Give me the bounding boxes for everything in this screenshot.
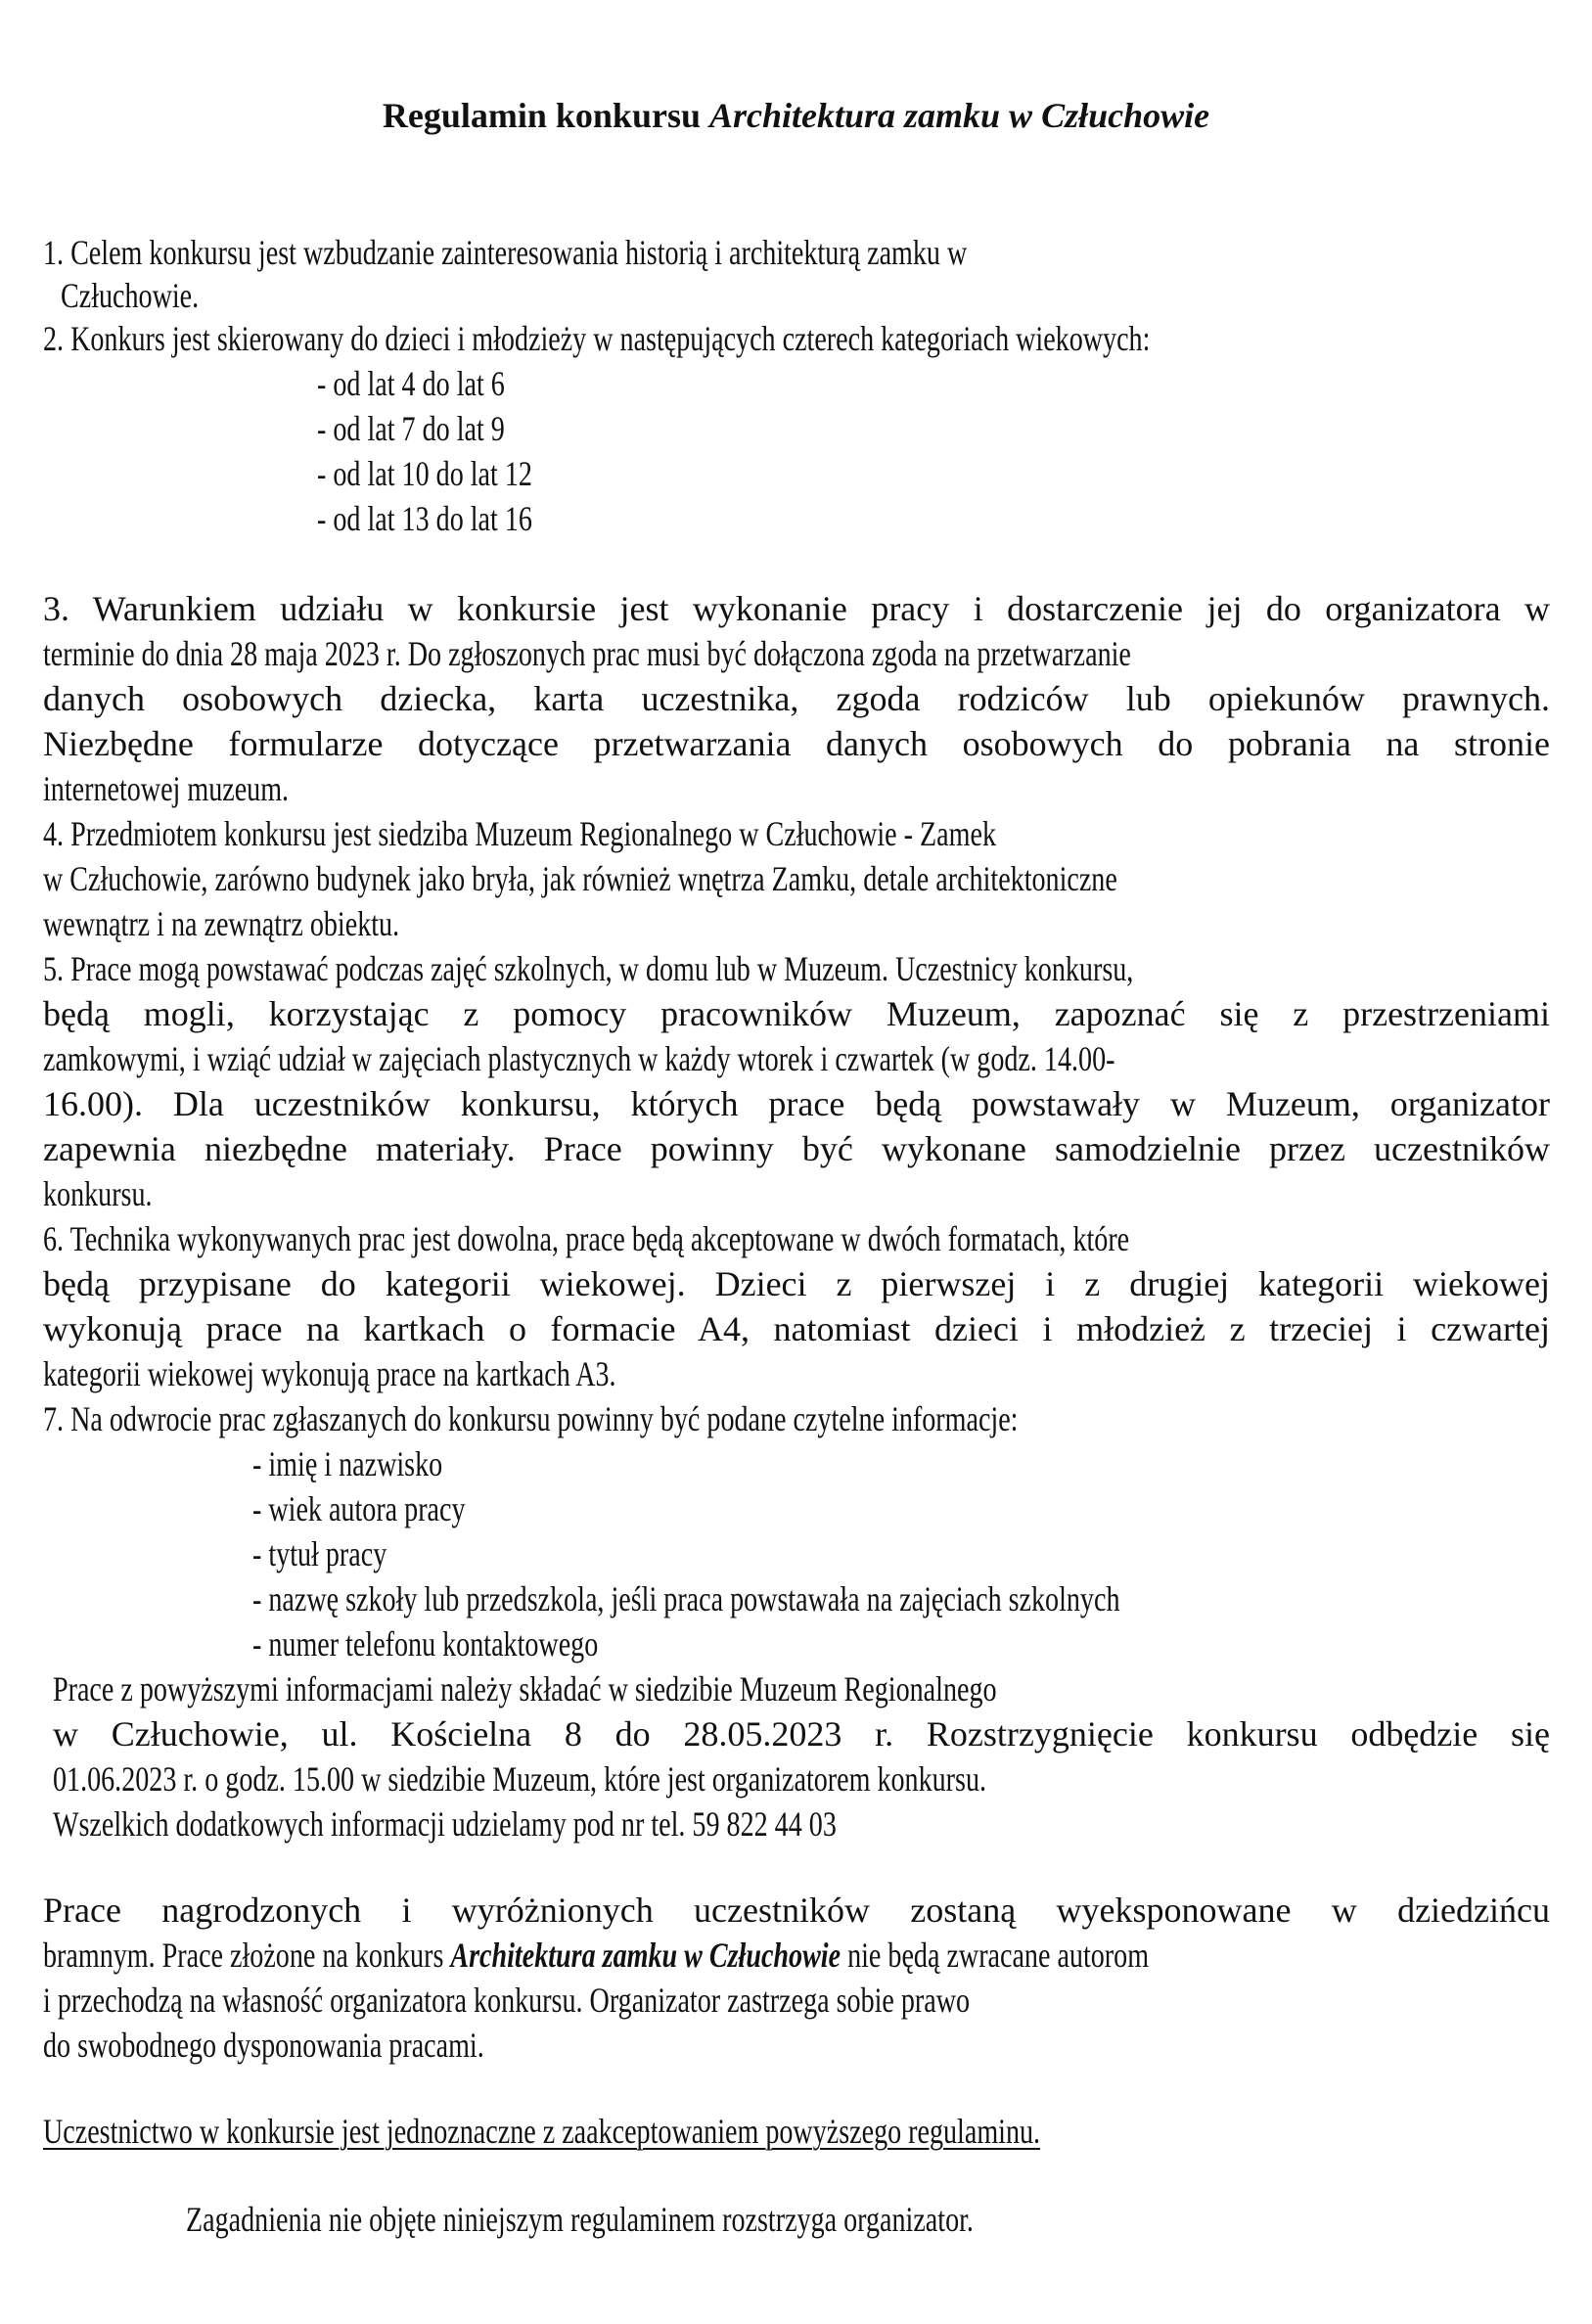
- age-category-3: - od lat 10 do lat 12: [317, 454, 532, 493]
- rule-5-line-4: 16.00). Dla uczestników konkursu, których prace będą powstawały w Muzeum, organizator: [43, 1084, 1550, 1123]
- rule-5-line-1: 5. Prace mogą powstawać podczas zajęć szkolnych, w domu lub w Muzeum. Uczestnicy konkursu,: [43, 949, 1134, 988]
- rule-7-line-1: 7. Na odwrocie prac zgłaszanych do konkursu powinny być podane czytelne informacje:: [43, 1399, 1019, 1438]
- required-info-5: - numer telefonu kontaktowego: [252, 1624, 599, 1663]
- exhibit-line-4: do swobodnego dysponowania pracami.: [43, 2026, 484, 2065]
- rule-5-line-5: zapewnia niezbędne materiały. Prace powinny być wykonane samodzielnie przez uczestników: [43, 1129, 1550, 1168]
- exhibit-line-2-after: nie będą zwracane autorom: [841, 1936, 1150, 1975]
- rule-1-line-1: 1. Celem konkursu jest wzbudzanie zainteresowania historią i architekturą zamku w: [43, 233, 968, 272]
- required-info-3: - tytuł pracy: [252, 1534, 387, 1573]
- submission-line-2: w Człuchowie, ul. Kościelna 8 do 28.05.2023 r. Rozstrzygnięcie konkursu odbędzie się: [53, 1714, 1550, 1754]
- rule-6-line-3: wykonują prace na kartkach o formacie A4, natomiast dzieci i młodzież z trzeciej i czwartej: [43, 1309, 1550, 1348]
- rule-2-line-1: 2. Konkurs jest skierowany do dzieci i młodzieży w następujących czterech kategoriach wiekowych:: [43, 319, 1151, 358]
- submission-line-3: 01.06.2023 r. o godz. 15.00 w siedzibie Muzeum, które jest organizatorem konkursu.: [53, 1759, 987, 1799]
- required-info-4: - nazwę szkoły lub przedszkola, jeśli praca powstawała na zajęciach szkolnych: [252, 1579, 1120, 1618]
- acceptance-statement: Uczestnictwo w konkursie jest jednoznaczne z zaakceptowaniem powyższego regulaminu.: [43, 2112, 1041, 2151]
- rule-4-line-1: 4. Przedmiotem konkursu jest siedziba Muzeum Regionalnego w Człuchowie - Zamek: [43, 814, 996, 853]
- rule-5-line-3: zamkowymi, i wziąć udział w zajęciach plastycznych w każdy wtorek i czwartek (w godz. 14.00-: [43, 1039, 1115, 1078]
- rule-5-line-6: konkursu.: [43, 1174, 153, 1213]
- rule-3-line-4: Niezbędne formularze dotyczące przetwarzania danych osobowych do pobrania na stronie: [43, 724, 1550, 763]
- age-category-1: - od lat 4 do lat 6: [317, 364, 505, 403]
- rule-6-line-1: 6. Technika wykonywanych prac jest dowolna, prace będą akceptowane w dwóch formatach, które: [43, 1219, 1130, 1258]
- exhibit-line-1: Prace nagrodzonych i wyróżnionych uczestników zostaną wyeksponowane w dziedzińcu: [43, 1891, 1550, 1930]
- rule-3-line-2: terminie do dnia 28 maja 2023 r. Do zgłoszonych prac musi być dołączona zgoda na przetwarzanie: [43, 634, 1131, 673]
- rule-6-line-2: będą przypisane do kategorii wiekowej. Dzieci z pierwszej i z drugiej kategorii wiekowej: [43, 1264, 1550, 1303]
- title-contest-name: Architektura zamku w Człuchowie: [708, 96, 1210, 135]
- required-info-2: - wiek autora pracy: [252, 1489, 466, 1528]
- age-category-2: - od lat 7 do lat 9: [317, 409, 505, 448]
- contact-line: Wszelkich dodatkowych informacji udzielamy pod nr tel. 59 822 44 03: [53, 1804, 837, 1844]
- document-title: [0, 94, 1592, 137]
- title-prefix: Regulamin konkursu: [382, 96, 709, 135]
- exhibit-line-2: [43, 1934, 1149, 1977]
- exhibit-contest-name: Architektura zamku w Człuchowie: [450, 1936, 841, 1975]
- rule-4-line-2: w Człuchowie, zarówno budynek jako bryła, jak również wnętrza Zamku, detale architektoniczne: [43, 859, 1117, 898]
- age-category-4: - od lat 13 do lat 16: [317, 499, 532, 538]
- final-note: Zagadnienia nie objęte niniejszym regulaminem rozstrzyga organizator.: [186, 2200, 974, 2239]
- rule-6-line-4: kategorii wiekowej wykonują prace na kartkach A3.: [43, 1354, 616, 1393]
- exhibit-line-3: i przechodzą na własność organizatora konkursu. Organizator zastrzega sobie prawo: [43, 1981, 971, 2020]
- required-info-1: - imię i nazwisko: [252, 1444, 443, 1483]
- rule-4-line-3: wewnątrz i na zewnątrz obiektu.: [43, 904, 400, 943]
- submission-line-1: Prace z powyższymi informacjami należy składać w siedzibie Muzeum Regionalnego: [53, 1669, 997, 1709]
- rule-1-line-2: Człuchowie.: [61, 276, 200, 315]
- rule-3-line-5: internetowej muzeum.: [43, 769, 290, 808]
- rule-5-line-2: będą mogli, korzystając z pomocy pracowników Muzeum, zapoznać się z przestrzeniami: [43, 994, 1550, 1033]
- rule-3-line-3: danych osobowych dziecka, karta uczestnika, zgoda rodziców lub opiekunów prawnych.: [43, 679, 1550, 718]
- exhibit-line-2-before: bramnym. Prace złożone na konkurs: [43, 1936, 451, 1975]
- rule-3-line-1: 3. Warunkiem udziału w konkursie jest wykonanie pracy i dostarczenie jej do organizatora w: [43, 589, 1550, 628]
